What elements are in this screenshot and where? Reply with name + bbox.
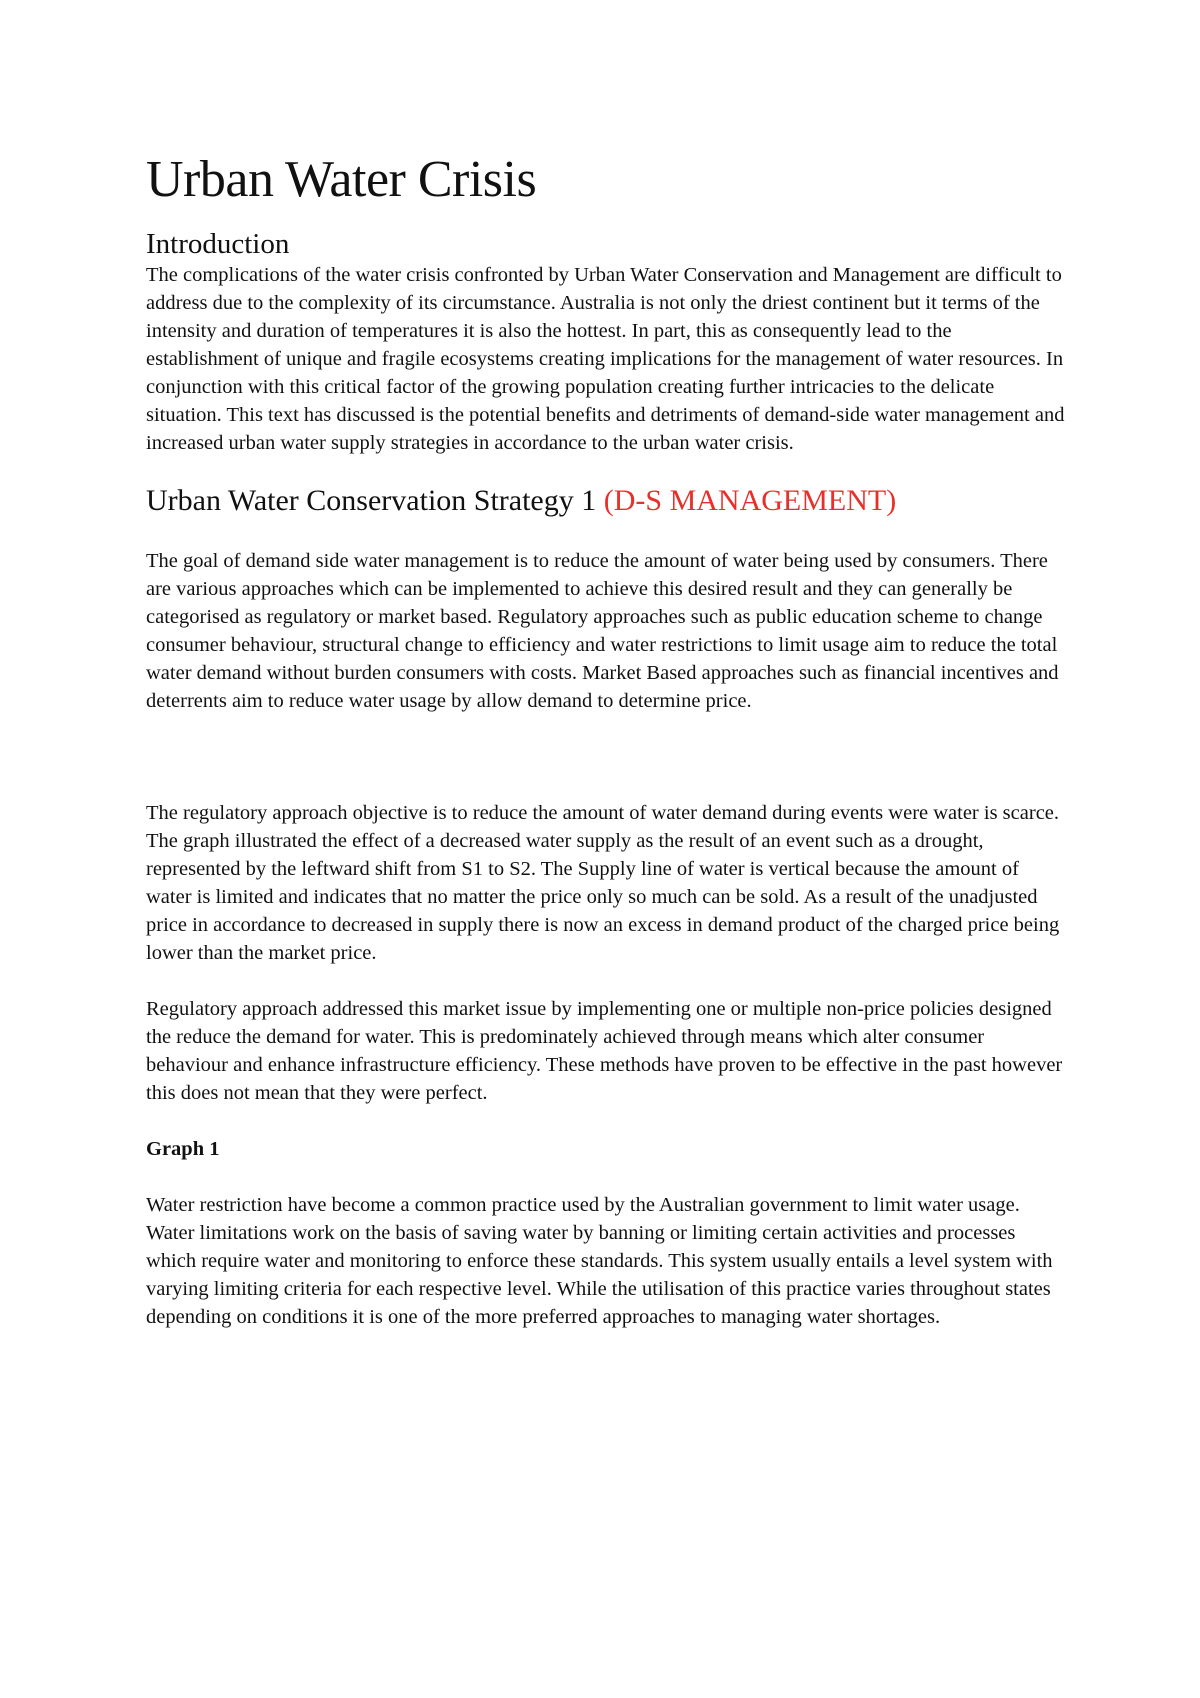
- document-title: Urban Water Crisis: [146, 151, 537, 208]
- strategy-1-heading-main: Urban Water Conservation Strategy 1: [146, 484, 604, 518]
- strategy-1-heading-accent: (D-S MANAGEMENT): [603, 484, 897, 518]
- graph-1-label: Graph 1: [146, 1138, 220, 1161]
- introduction-paragraph: The complications of the water crisis confronted by Urban Water Conservation and Management are difficult to address due to the complexity of its circumstance. Australia is not only the driest continent but it terms of the intensity and duration of temperatures it is also the hottest. In part, this as consequently lead to the establishment of unique and fragile ecosystems creating implications for the management of water resources. In conjunction with this critical factor of the growing population creating further intricacies to the delicate situation. This text has discussed is the potential benefits and detriments of demand-side water management and increased urban water supply strategies in accordance to the urban water crisis.: [146, 264, 1065, 455]
- introduction-heading: Introduction: [146, 227, 290, 260]
- strategy-1-paragraph-goal: The goal of demand side water management is to reduce the amount of water being used by consumers. There are various approaches which can be implemented to achieve this desired result and they can generally be categorised as regulatory or market based. Regulatory approaches such as public education scheme to change consumer behaviour, structural change to efficiency and water restrictions to limit usage aim to reduce the total water demand without burden consumers with costs. Market Based approaches such as financial incentives and deterrents aim to reduce water usage by allow demand to determine price.: [146, 550, 1059, 713]
- document-body: [146, 150, 1066, 1331]
- strategy-1-paragraph-restrictions: Water restriction have become a common practice used by the Australian government to limit water usage. Water limitations work on the basis of saving water by banning or limiting certain activities and processes which require water and monitoring to enforce these standards. This system usually entails a level system with varying limiting criteria for each respective level. While the utilisation of this practice varies throughout states depending on conditions it is one of the more preferred approaches to managing water shortages.: [146, 1194, 1053, 1329]
- strategy-1-paragraph-policies: Regulatory approach addressed this market issue by implementing one or multiple non-price policies designed the reduce the demand for water. This is predominately achieved through means which alter consumer behaviour and enhance infrastructure efficiency. These methods have proven to be effective in the past however this does not mean that they were perfect.: [146, 998, 1063, 1105]
- strategy-1-heading: [146, 483, 1066, 519]
- strategy-1-paragraph-regulatory: The regulatory approach objective is to reduce the amount of water demand during events were water is scarce. The graph illustrated the effect of a decreased water supply as the result of an event such as a drought, represented by the leftward shift from S1 to S2. The Supply line of water is vertical because the amount of water is limited and indicates that no matter the price only so much can be sold. As a result of the unadjusted price in accordance to decreased in supply there is now an excess in demand product of the charged price being lower than the market price.: [146, 802, 1060, 965]
